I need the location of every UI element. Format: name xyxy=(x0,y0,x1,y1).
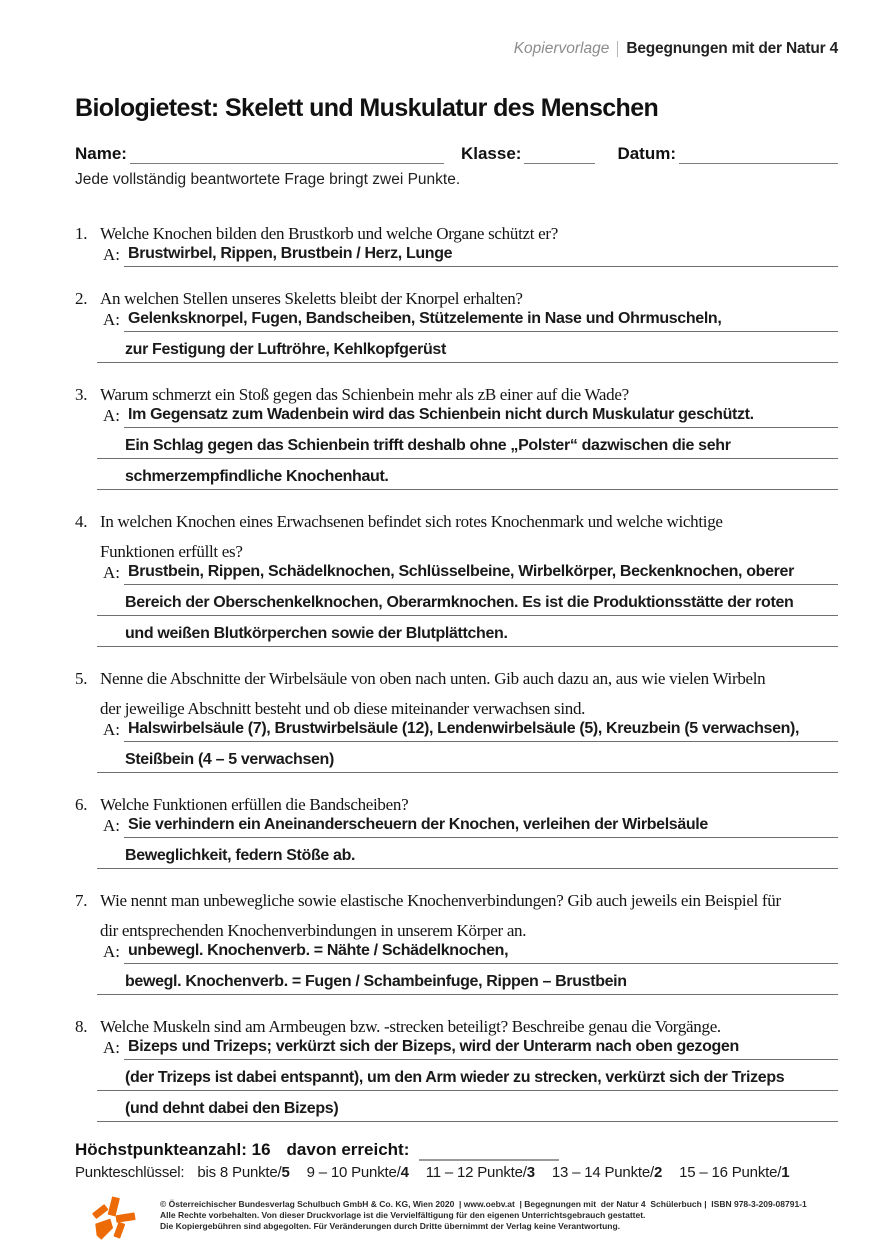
question-text-line xyxy=(75,664,838,694)
answer-block xyxy=(75,554,838,647)
question-item xyxy=(75,219,838,267)
answer-row xyxy=(75,1060,838,1091)
scale-item xyxy=(426,1161,535,1184)
question-item xyxy=(75,664,838,773)
answer-label: A: xyxy=(103,1038,120,1057)
score-row xyxy=(75,1139,838,1161)
klasse-fill-line xyxy=(524,143,595,164)
question-number: 5. xyxy=(75,669,88,688)
answer-label: A: xyxy=(103,310,120,329)
answer-block xyxy=(75,1029,838,1122)
answer-underline xyxy=(97,593,838,616)
question-number: 8. xyxy=(75,1017,88,1036)
question-text-line xyxy=(75,916,838,946)
footer-text xyxy=(160,1194,807,1246)
question-text-block xyxy=(75,790,838,820)
question-text-line xyxy=(75,537,838,567)
answer-text: Beweglichkeit, federn Stöße ab. xyxy=(125,847,356,864)
answer-underline xyxy=(97,436,838,459)
question-text-line xyxy=(75,507,838,537)
question-item xyxy=(75,507,838,647)
question-text: Welche Muskeln sind am Armbeugen bzw. -strecken beteiligt? Beschreibe genau die Vorgänge. xyxy=(100,1017,721,1036)
answer-row xyxy=(75,838,838,869)
answer-text: (der Trizeps ist dabei entspannt), um den Arm wieder zu strecken, verkürzt sich der Trizeps xyxy=(125,1069,785,1086)
answer-label: A: xyxy=(103,942,120,961)
footer-line: Die Kopiergebühren sind abgegolten. Für Veränderungen durch Dritte übernimmt der Verlag keine Verantwortung. xyxy=(160,1221,621,1231)
answer-text: Halswirbelsäule (7), Brustwirbelsäule (12), Lendenwirbelsäule (5), Kreuzbein (5 verwachsen), xyxy=(128,720,800,737)
question-text-block xyxy=(75,219,838,249)
answer-text: Sie verhindern ein Aneinanderscheuern der Knochen, verleihen der Wirbelsäule xyxy=(128,816,708,833)
page-footer xyxy=(0,1194,890,1246)
achieved-points-label: davon erreicht: xyxy=(286,1140,410,1159)
scale-item-range: 9 – 10 Punkte/ xyxy=(306,1164,401,1181)
question-text-line xyxy=(75,380,838,410)
question-text: An welchen Stellen unseres Skeletts bleibt der Knorpel erhalten? xyxy=(100,289,523,308)
answer-text: Steißbein (4 – 5 verwachsen) xyxy=(125,751,334,768)
question-number: 3. xyxy=(75,385,88,404)
max-points-label: Höchstpunkteanzahl: 16 xyxy=(75,1140,271,1159)
answer-text: Bereich der Oberschenkelknochen, Oberarmknochen. Es ist die Produktionsstätte der roten xyxy=(125,594,794,611)
question-text-block xyxy=(75,507,838,567)
answer-row xyxy=(75,964,838,995)
answer-text: Bizeps und Trizeps; verkürzt sich der Bizeps, wird der Unterarm nach oben gezogen xyxy=(128,1038,739,1055)
answer-label: A: xyxy=(103,563,120,582)
answer-underline xyxy=(97,972,838,995)
question-text-line xyxy=(75,694,838,724)
name-fill-line xyxy=(130,143,444,164)
question-item xyxy=(75,790,838,869)
answer-text: (und dehnt dabei den Bizeps) xyxy=(125,1100,339,1117)
question-text-block xyxy=(75,664,838,724)
question-item xyxy=(75,380,838,490)
answer-row xyxy=(75,428,838,459)
scale-item-grade: 1 xyxy=(781,1164,790,1181)
scale-item-range: 15 – 16 Punkte/ xyxy=(679,1164,782,1181)
answer-text: Brustwirbel, Rippen, Brustbein / Herz, Lunge xyxy=(128,245,453,262)
question-text: dir entsprechenden Knochenverbindungen in unserem Körper an. xyxy=(100,921,527,940)
scale-item-range: 13 – 14 Punkte/ xyxy=(551,1164,654,1181)
answer-underline xyxy=(97,750,838,773)
scale-item-grade: 4 xyxy=(400,1164,409,1181)
question-text: Welche Funktionen erfüllen die Bandscheiben? xyxy=(100,795,409,814)
datum-fill-line xyxy=(679,143,838,164)
student-fields-row xyxy=(75,143,838,164)
answer-label: A: xyxy=(103,245,120,264)
answer-row xyxy=(75,459,838,490)
answer-text: schmerzempfindliche Knochenhaut. xyxy=(125,468,389,485)
question-number: 6. xyxy=(75,795,88,814)
scale-item-grade: 5 xyxy=(281,1164,290,1181)
question-text-line xyxy=(75,790,838,820)
question-text-line xyxy=(75,284,838,314)
answer-text: bewegl. Knochenverb. = Fugen / Schambeinfuge, Rippen – Brustbein xyxy=(125,973,627,990)
header-tag: Kopiervorlage xyxy=(513,39,610,57)
answer-row xyxy=(75,1091,838,1122)
answer-underline xyxy=(97,467,838,490)
question-number: 7. xyxy=(75,891,88,910)
answer-label: A: xyxy=(103,406,120,425)
question-item xyxy=(75,284,838,363)
scale-item xyxy=(679,1161,789,1184)
question-text-block xyxy=(75,886,838,946)
scale-item xyxy=(552,1161,662,1184)
oebv-asterisk-logo-icon xyxy=(91,1194,138,1246)
answer-text: Gelenksknorpel, Fugen, Bandscheiben, Stützelemente in Nase und Ohrmuscheln, xyxy=(128,310,722,327)
header-book-title: Begegnungen mit der Natur 4 xyxy=(626,39,838,57)
question-text: Nenne die Abschnitte der Wirbelsäule von oben nach unten. Gib auch dazu an, aus wie vielen Wirbeln xyxy=(100,669,766,688)
question-text: Wie nennt man unbewegliche sowie elastische Knochenverbindungen? Gib auch jeweils ein Beispiel für xyxy=(100,891,781,910)
scale-item-range: 11 – 12 Punkte/ xyxy=(425,1164,527,1181)
header-separator xyxy=(617,41,618,57)
answer-label: A: xyxy=(103,720,120,739)
footer-line: © Österreichischer Bundesverlag Schulbuch GmbH & Co. KG, Wien 2020 | www.oebv.at | Begegnungen mit der Natur 4 Schülerbuch | ISBN 978-3-209-08791-1 xyxy=(160,1199,807,1209)
answer-label: A: xyxy=(103,816,120,835)
page-header xyxy=(75,38,838,59)
scale-item-grade: 3 xyxy=(526,1164,535,1181)
scale-item-grade: 2 xyxy=(653,1164,663,1181)
answer-underline xyxy=(97,1099,838,1122)
answer-underline xyxy=(97,624,838,647)
question-text-line xyxy=(75,886,838,916)
question-text-block xyxy=(75,1012,838,1042)
grading-scale-row xyxy=(75,1161,838,1184)
question-text-block xyxy=(75,380,838,410)
answer-text: Im Gegensatz zum Wadenbein wird das Schienbein nicht durch Muskulatur geschützt. xyxy=(128,406,754,423)
datum-label: Datum: xyxy=(617,144,677,163)
questions xyxy=(75,219,838,1122)
question-text: Funktionen erfüllt es? xyxy=(100,542,243,561)
answer-text: unbewegl. Knochenverb. = Nähte / Schädelknochen, xyxy=(128,942,509,959)
answer-text: und weißen Blutkörperchen sowie der Blutplättchen. xyxy=(125,625,508,642)
scale-label: Punkteschlüssel: xyxy=(75,1164,185,1181)
question-text: Welche Knochen bilden den Brustkorb und welche Organe schützt er? xyxy=(100,224,558,243)
answer-text: Brustbein, Rippen, Schädelknochen, Schlüsselbeine, Wirbelkörper, Beckenknochen, oberer xyxy=(128,563,794,580)
footer-line: Alle Rechte vorbehalten. Von dieser Druckvorlage ist die Vervielfältigung für den eigenen Unterrichtsgebrauch gestattet. xyxy=(160,1210,646,1220)
klasse-label: Klasse: xyxy=(460,144,522,163)
question-text-block xyxy=(75,284,838,314)
page-title: Biologietest: Skelett und Muskulatur des Menschen xyxy=(75,94,659,122)
achieved-points-fill-line xyxy=(419,1140,559,1161)
answer-text: Ein Schlag gegen das Schienbein trifft deshalb ohne „Polster“ dazwischen die sehr xyxy=(125,437,731,454)
question-text: Warum schmerzt ein Stoß gegen das Schienbein mehr als zB einer auf die Wade? xyxy=(100,385,629,404)
instructions-text: Jede vollständig beantwortete Frage bringt zwei Punkte. xyxy=(75,171,461,188)
answer-underline xyxy=(97,1068,838,1091)
question-text: der jeweilige Abschnitt besteht und ob diese miteinander verwachsen sind. xyxy=(100,699,586,718)
answer-block xyxy=(75,397,838,490)
scale-item-range: bis 8 Punkte/ xyxy=(197,1164,282,1181)
question-number: 1. xyxy=(75,224,88,243)
scale-item xyxy=(307,1161,409,1184)
question-number: 2. xyxy=(75,289,88,308)
name-label: Name: xyxy=(75,144,127,163)
scale-item xyxy=(197,1161,289,1184)
answer-row xyxy=(75,585,838,616)
question-text-line xyxy=(75,219,838,249)
question-text-line xyxy=(75,1012,838,1042)
answer-row xyxy=(75,332,838,363)
answer-underline xyxy=(97,340,838,363)
answer-text: zur Festigung der Luftröhre, Kehlkopfgerüst xyxy=(125,341,446,358)
question-item xyxy=(75,1012,838,1122)
answer-row xyxy=(75,742,838,773)
question-text: In welchen Knochen eines Erwachsenen befindet sich rotes Knochenmark und welche wichtige xyxy=(100,512,723,531)
question-number: 4. xyxy=(75,512,88,531)
question-item xyxy=(75,886,838,995)
answer-row xyxy=(75,616,838,647)
answer-underline xyxy=(97,846,838,869)
